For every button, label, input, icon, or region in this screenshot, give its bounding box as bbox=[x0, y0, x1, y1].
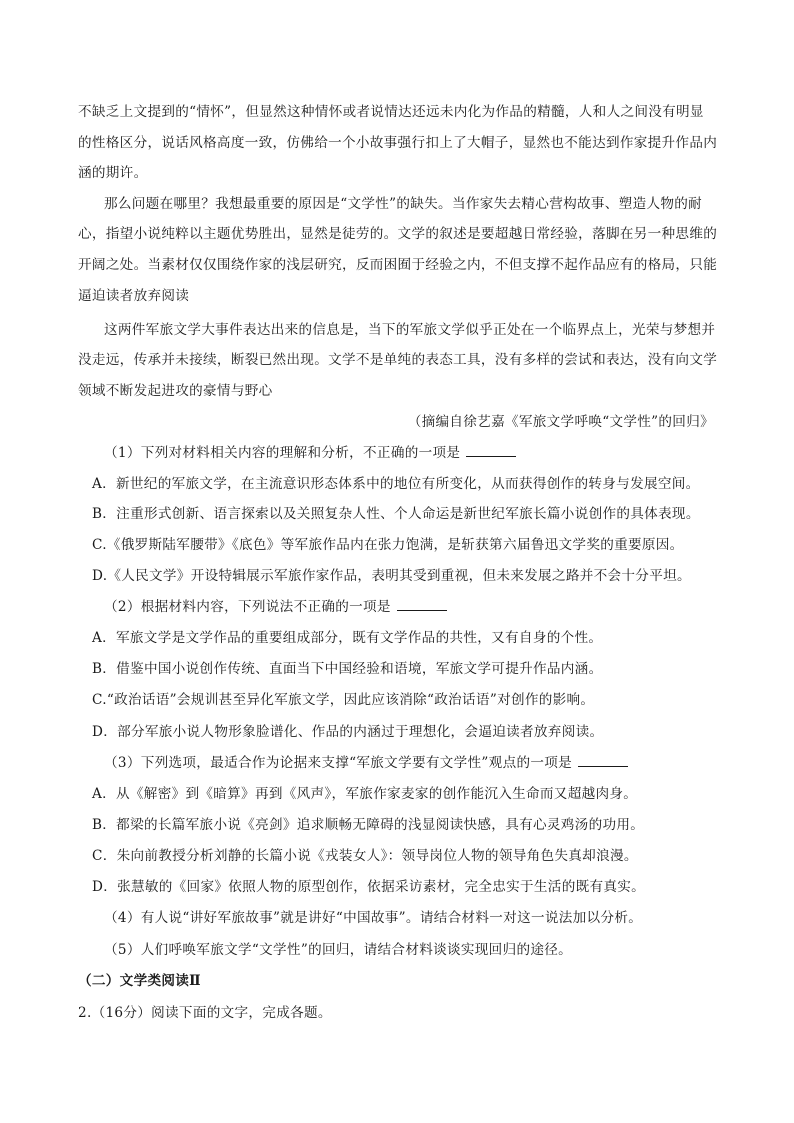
question-2-option-c: C.“政治话语”会规训甚至异化军旅文学，因此应该消除“政治话语”对创作的影响。 bbox=[92, 692, 595, 708]
question-3-option-c: C．朱向前教授分析刘静的长篇小说《戎装女人》：领导岗位人物的领导角色失真却浪漫。 bbox=[92, 848, 638, 864]
source-citation: （摘编自徐艺嘉《军旅文学呼唤“文学性”的回归》 bbox=[407, 414, 714, 430]
question-2-option-a: A．军旅文学是文学作品的重要组成部分，既有文学作品的共性，又有自身的个性。 bbox=[92, 630, 603, 646]
question-3-text: （3）下列选项，最适合作为论据来支撑“军旅文学要有文学性”观点的一项是 bbox=[104, 755, 573, 771]
paragraph-2-line-4: 逼迫读者放弃阅读 bbox=[78, 288, 190, 304]
question-2-option-d: D．部分军旅小说人物形象脸谱化、作品的内涵过于理想化，会逼迫读者放弃阅读。 bbox=[92, 724, 604, 740]
paragraph-1-line-3: 涵的期许。 bbox=[78, 165, 148, 181]
question-1-option-d: D.《人民文学》开设特辑展示军旅作家作品，表明其受到重视，但未来发展之路并不会十分平坦。 bbox=[92, 568, 691, 584]
paragraph-3-line-3: 领域不断发起进攻的豪情与野心 bbox=[78, 383, 273, 399]
question-1 bbox=[104, 443, 754, 463]
question-3-option-b: B．都梁的长篇军旅小说《亮剑》追求顺畅无障碍的浅显阅读快感，具有心灵鸡汤的功用。 bbox=[92, 817, 645, 833]
paragraph-2-line-1: 那么问题在哪里？我想最重要的原因是“文学性”的缺失。当作家失去精心营构故事、塑造人物的耐 bbox=[104, 196, 703, 212]
paragraph-3-line-1: 这两件军旅文学大事件表达出来的信息是，当下的军旅文学似乎正处在一个临界点上，光荣与梦想并 bbox=[104, 322, 716, 338]
question-3-option-d: D．张慧敏的《回家》依照人物的原型创作，依据采访素材，完全忠实于生活的既有真实。 bbox=[92, 879, 646, 895]
answer-blank[interactable] bbox=[397, 598, 447, 611]
section-item: 2.（16分）阅读下面的文字，完成各题。 bbox=[78, 1005, 332, 1021]
question-2-option-b: B．借鉴中国小说创作传统、直面当下中国经验和语境，军旅文学可提升作品内涵。 bbox=[92, 661, 603, 677]
question-3 bbox=[104, 753, 754, 773]
section-heading: （二）文学类阅读Ⅱ bbox=[78, 973, 201, 989]
question-2-text: （2）根据材料内容，下列说法不正确的一项是 bbox=[104, 599, 391, 615]
question-1-option-b: B．注重形式创新、语言探索以及关照复杂人性、个人命运是新世纪军旅长篇小说创作的具体表现。 bbox=[92, 506, 700, 522]
paragraph-1-line-2: 的性格区分，说话风格高度一致，仿佛给一个小故事强行扣上了大帽子，显然也不能达到作家提升作品内 bbox=[78, 135, 718, 151]
paragraph-2-line-3: 开阔之处。当素材仅仅围绕作家的浅层研究，反而困囿于经验之内，不但支撑不起作品应有的格局，只能 bbox=[78, 257, 718, 273]
question-4: （4）有人说“讲好军旅故事”就是讲好“中国故事”。请结合材料一对这一说法加以分析。 bbox=[104, 910, 643, 926]
question-3-option-a: A．从《解密》到《暗算》再到《风声》，军旅作家麦家的创作能沉入生命而又超越肉身。 bbox=[92, 786, 638, 802]
question-2 bbox=[104, 597, 754, 617]
paragraph-2-line-2: 心，指望小说纯粹以主题优势胜出，显然是徒劳的。文学的叙述是要超越日常经验，落脚在另一种思维的 bbox=[78, 226, 718, 242]
answer-blank[interactable] bbox=[466, 444, 516, 457]
question-1-text: （1）下列对材料相关内容的理解和分析，不正确的一项是 bbox=[104, 445, 461, 461]
paragraph-1-line-1: 不缺乏上文提到的“情怀”，但显然这种情怀或者说情达还远未内化为作品的精髓，人和人之间没有明显 bbox=[78, 104, 704, 120]
question-5: （5）人们呼唤军旅文学“文学性”的回归，请结合材料谈谈实现回归的途径。 bbox=[104, 942, 573, 958]
paragraph-3-line-2: 没走远，传承并未接续，断裂已然出现。文学不是单纯的表态工具，没有多样的尝试和表达，没有向文学 bbox=[78, 352, 718, 368]
question-1-option-a: A．新世纪的军旅文学，在主流意识形态体系中的地位有所变化，从而获得创作的转身与发展空间。 bbox=[92, 476, 700, 492]
answer-blank[interactable] bbox=[578, 754, 628, 767]
question-1-option-c: C.《俄罗斯陆军腰带》《底色》等军旅作品内在张力饱满，是斩获第六届鲁迅文学奖的重要原因。 bbox=[92, 537, 684, 553]
